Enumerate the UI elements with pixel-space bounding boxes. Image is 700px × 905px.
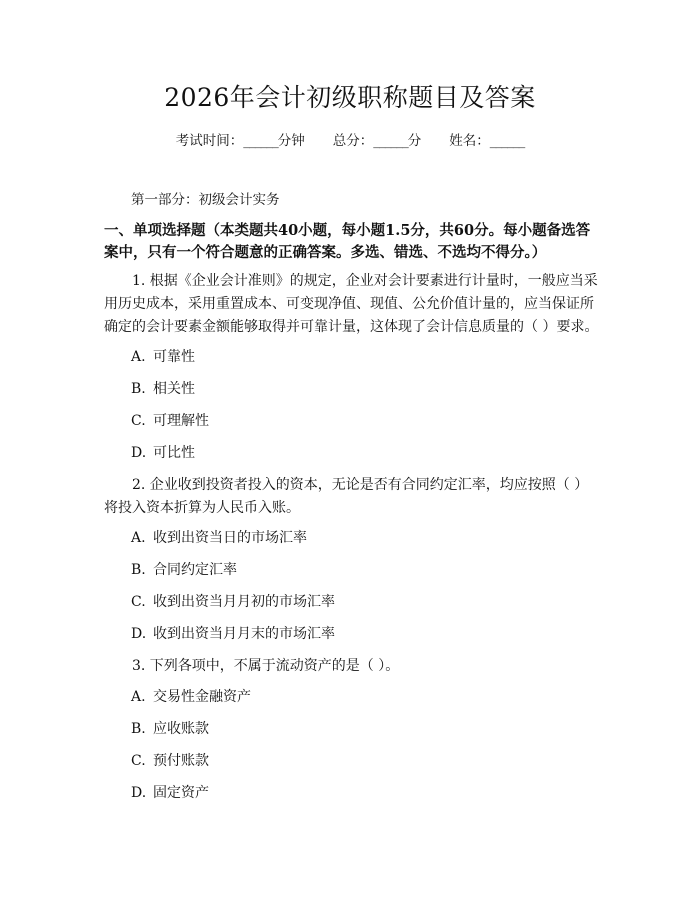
option-text: 可比性 xyxy=(153,445,195,461)
option-letter: A. xyxy=(131,689,146,705)
score-unit: 分 xyxy=(407,133,422,149)
option-letter: A. xyxy=(131,530,146,546)
option-letter: B. xyxy=(131,381,146,397)
question-2-option-a xyxy=(131,528,307,548)
option-text: 应收账款 xyxy=(153,721,209,737)
question-1-option-a xyxy=(131,347,195,367)
option-text: 相关性 xyxy=(153,381,195,397)
name-label: 姓名： xyxy=(449,133,490,149)
time-blank: ______ xyxy=(243,133,278,149)
option-letter: D. xyxy=(131,445,147,461)
option-text: 可靠性 xyxy=(153,349,195,365)
exam-meta xyxy=(0,131,700,151)
question-3-option-c xyxy=(131,751,209,771)
time-unit: 分钟 xyxy=(277,133,305,149)
option-letter: D. xyxy=(131,785,147,801)
option-text: 收到出资当日的市场汇率 xyxy=(153,530,307,546)
question-3-option-b xyxy=(131,719,209,739)
option-letter: C. xyxy=(131,594,146,610)
question-2-option-c xyxy=(131,592,335,612)
question-3-option-a xyxy=(131,687,251,707)
question-3-option-d xyxy=(131,783,209,803)
question-2-option-d xyxy=(131,624,335,644)
time-label: 考试时间： xyxy=(175,133,244,149)
option-text: 固定资产 xyxy=(153,785,209,801)
option-letter: D. xyxy=(131,626,147,642)
option-text: 可理解性 xyxy=(153,413,209,429)
question-1-option-c xyxy=(131,411,209,431)
question-1-option-b xyxy=(131,379,195,399)
name-blank: ______ xyxy=(489,133,525,149)
section-title: 第一部分：初级会计实务 xyxy=(131,192,280,208)
option-text: 预付账款 xyxy=(153,753,209,769)
option-text: 收到出资当月月初的市场汇率 xyxy=(153,594,335,610)
question-2-option-b xyxy=(131,560,237,580)
option-text: 交易性金融资产 xyxy=(153,689,251,705)
question-type-heading: 一、单项选择题（本类题共40小题，每小题1.5分，共60分。每小题备选答案中，只有一个符合题意的正确答案。多选、错选、不选均不得分。） xyxy=(104,222,591,261)
question-2-text: 2. 企业收到投资者投入的资本，无论是否有合同约定汇率，均应按照（ ）将投入资本折算为人民币入账。 xyxy=(104,477,589,516)
option-letter: C. xyxy=(131,413,146,429)
option-letter: B. xyxy=(131,562,146,578)
question-1-option-d xyxy=(131,443,195,463)
document-title: 2026年会计初级职称题目及答案 xyxy=(164,83,536,112)
question-3-text: 3. 下列各项中，不属于流动资产的是（ ）。 xyxy=(132,658,400,674)
score-blank: ______ xyxy=(373,133,408,149)
option-letter: C. xyxy=(131,753,146,769)
option-text: 合同约定汇率 xyxy=(153,562,237,578)
option-letter: A. xyxy=(131,349,146,365)
score-label: 总分： xyxy=(332,133,374,149)
option-letter: B. xyxy=(131,721,146,737)
option-text: 收到出资当月月末的市场汇率 xyxy=(153,626,335,642)
question-1-text: 1. 根据《企业会计准则》的规定，企业对会计要素进行计量时，一般应当采用历史成本，采用重置成本、可变现净值、现值、公允价值计量的，应当保证所确定的会计要素金额能够取得并可靠计量，这体现了会计信息质量的（ ）要求。 xyxy=(104,273,599,335)
